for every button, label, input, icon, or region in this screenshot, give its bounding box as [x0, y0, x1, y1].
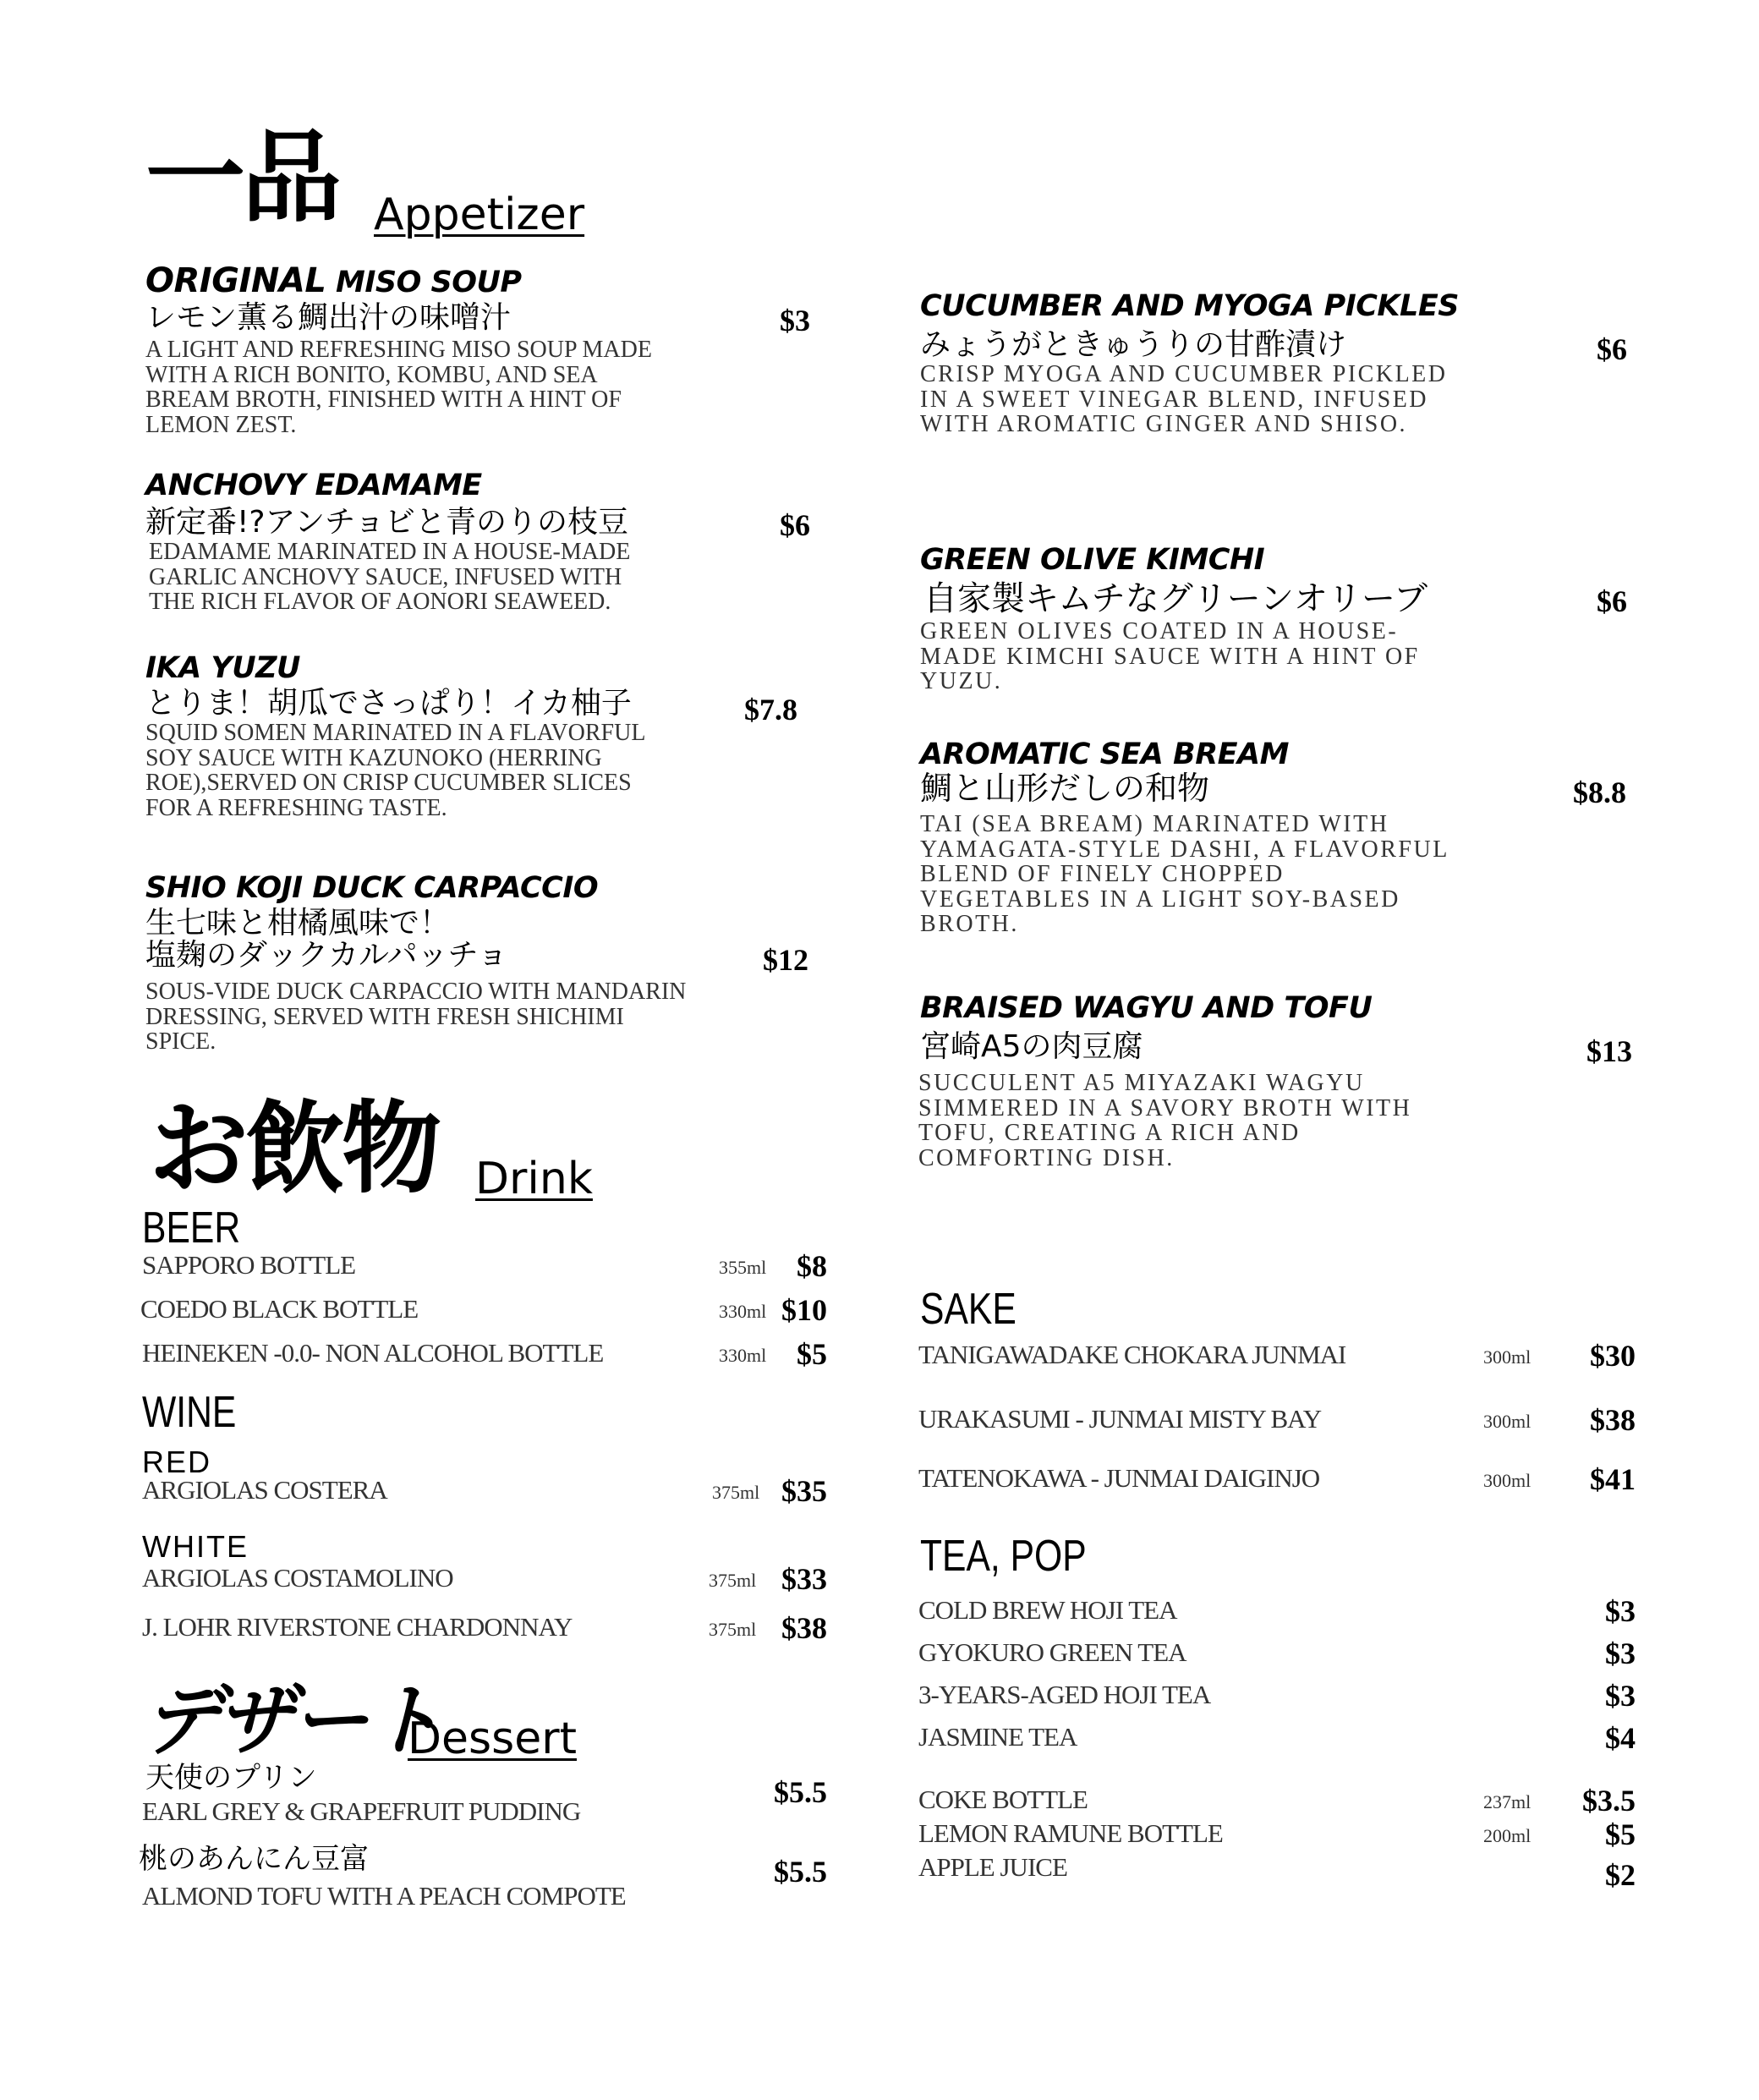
item-miso-en-rest: MISO SOUP [326, 266, 522, 299]
dessert-pudding-en: EARL GREY & GRAPEFRUIT PUDDING [142, 1796, 581, 1826]
sake-item-urakasumi: URAKASUMI - JUNMAI MISTY BAY [918, 1404, 1322, 1434]
dessert-almond-price: $5.5 [774, 1855, 827, 1889]
item-wagyu-jp: 宮崎A5の肉豆腐 [920, 1029, 1143, 1064]
sake-item-tatenokawa-vol: 300ml [1483, 1470, 1532, 1491]
beer-item-sapporo: SAPPORO BOTTLE [142, 1250, 356, 1280]
wine-item-costamolino-vol: 375ml [709, 1570, 757, 1591]
item-olive-jp: 自家製キムチなグリーンオリーブ [923, 579, 1427, 618]
item-edamame-en: ANCHOVY EDAMAME [145, 469, 482, 502]
beer-item-heineken-vol: 330ml [719, 1345, 767, 1366]
item-edamame-desc: EDAMAME MARINATED IN A HOUSE-MADE GARLIC ANCHOVY SAUCE, INFUSED WITH THE RICH FLAVOR OF AONORI SEAWEED. [149, 539, 631, 615]
wine-title: WINE [142, 1388, 237, 1437]
sake-item-tanigawadake-vol: 300ml [1483, 1346, 1532, 1368]
sake-item-tanigawadake-price: $30 [1590, 1339, 1636, 1373]
wine-item-costera: ARGIOLAS COSTERA [142, 1475, 387, 1505]
drink-header-jp: お飲物 [149, 1090, 439, 1207]
wine-red-label: RED [142, 1445, 212, 1479]
item-duck-desc: SOUS-VIDE DUCK CARPACCIO WITH MANDARIN DRESSING, SERVED WITH FRESH SHICHIMI SPICE. [145, 979, 687, 1055]
item-seabream-desc: TAI (SEA BREAM) MARINATED WITH YAMAGATA-STYLE DASHI, A FLAVORFUL BLEND OF FINELY CHOPPED VEGETABLES IN A LIGHT SOY-BASED BROTH. [920, 811, 1449, 937]
item-edamame-jp: 新定番!?アンチョビと青のりの枝豆 [145, 505, 629, 540]
item-ikayuzu-en: IKA YUZU [145, 651, 300, 685]
beer-title: BEER [142, 1204, 241, 1253]
teapop-title: TEA, POP [920, 1532, 1087, 1581]
tea-item-gyokuro-price: $3 [1605, 1637, 1636, 1670]
pop-item-ramune: LEMON RAMUNE BOTTLE [918, 1818, 1223, 1848]
sake-item-urakasumi-vol: 300ml [1483, 1411, 1532, 1432]
beer-item-heineken: HEINEKEN -0.0- NON ALCOHOL BOTTLE [142, 1338, 604, 1368]
item-miso-desc: A LIGHT AND REFRESHING MISO SOUP MADE WITH A RICH BONITO, KOMBU, AND SEA BREAM BROTH, FINISHED WITH A HINT OF LEMON ZEST. [145, 337, 652, 438]
dessert-header-en: Dessert [408, 1713, 577, 1764]
pop-item-coke: COKE BOTTLE [918, 1785, 1088, 1814]
dessert-header-jp: デザート [142, 1675, 441, 1766]
item-miso-en [145, 261, 522, 300]
beer-item-heineken-price: $5 [797, 1337, 827, 1371]
sake-item-tanigawadake: TANIGAWADAKE CHOKARA JUNMAI [918, 1340, 1346, 1369]
dessert-almond-en: ALMOND TOFU WITH A PEACH COMPOTE [142, 1881, 626, 1911]
item-olive-desc: GREEN OLIVES COATED IN A HOUSE-MADE KIMCHI SAUCE WITH A HINT OF YUZU. [920, 618, 1420, 694]
item-edamame-price: $6 [780, 508, 810, 542]
appetizer-header-en: Appetizer [374, 189, 585, 240]
pop-item-coke-price: $3.5 [1582, 1784, 1636, 1818]
tea-item-jasmine-price: $4 [1605, 1721, 1636, 1755]
tea-item-coldbrew: COLD BREW HOJI TEA [918, 1595, 1177, 1625]
item-duck-jp2: 塩麹のダックカルパッチョ [145, 938, 508, 973]
item-duck-en: SHIO KOJI DUCK CARPACCIO [145, 871, 599, 905]
wine-item-costamolino: ARGIOLAS COSTAMOLINO [142, 1563, 453, 1593]
item-ikayuzu-jp: とりま！胡瓜でさっぱり！イカ柚子 [145, 686, 632, 721]
item-ikayuzu-price: $7.8 [744, 693, 797, 727]
beer-item-coedo-vol: 330ml [719, 1301, 767, 1322]
item-miso-jp: レモン薫る鯛出汁の味噌汁 [145, 300, 512, 335]
wine-item-lohr-price: $38 [781, 1611, 827, 1645]
tea-item-jasmine: JASMINE TEA [918, 1722, 1077, 1752]
dessert-almond-jp: 桃のあんにん豆富 [139, 1842, 369, 1876]
dessert-pudding-price: $5.5 [774, 1775, 827, 1809]
dessert-pudding-jp: 天使のプリン [145, 1761, 317, 1795]
item-duck-jp: 生七味と柑橘風味で！ [145, 906, 451, 940]
pop-item-apple: APPLE JUICE [918, 1852, 1067, 1882]
sake-item-tatenokawa-price: $41 [1590, 1462, 1636, 1496]
drink-header-en: Drink [475, 1154, 593, 1204]
tea-item-aged: 3-YEARS-AGED HOJI TEA [918, 1680, 1211, 1709]
beer-item-sapporo-price: $8 [797, 1249, 827, 1283]
pop-item-ramune-vol: 200ml [1483, 1825, 1532, 1846]
sake-item-tatenokawa: TATENOKAWA - JUNMAI DAIGINJO [918, 1463, 1320, 1493]
item-olive-price: $6 [1597, 584, 1627, 618]
item-wagyu-desc: SUCCULENT A5 MIYAZAKI WAGYU SIMMERED IN A SAVORY BROTH WITH TOFU, CREATING A RICH AND COMFORTING DISH. [918, 1070, 1412, 1171]
wine-item-costera-price: $35 [781, 1474, 827, 1508]
tea-item-coldbrew-price: $3 [1605, 1594, 1636, 1628]
item-ikayuzu-desc: SQUID SOMEN MARINATED IN A FLAVORFUL SOY SAUCE WITH KAZUNOKO (HERRING ROE),SERVED ON CRISP CUCUMBER SLICES FOR A REFRESHING TASTE. [145, 720, 645, 821]
item-pickles-price: $6 [1597, 332, 1627, 366]
pop-item-apple-price: $2 [1605, 1858, 1636, 1892]
wine-item-lohr: J. LOHR RIVERSTONE CHARDONNAY [142, 1612, 573, 1642]
wine-item-lohr-vol: 375ml [709, 1619, 757, 1640]
sake-item-urakasumi-price: $38 [1590, 1403, 1636, 1437]
tea-item-gyokuro: GYOKURO GREEN TEA [918, 1637, 1186, 1667]
item-olive-en: GREEN OLIVE KIMCHI [920, 543, 1265, 577]
beer-item-coedo-price: $10 [781, 1293, 827, 1327]
item-pickles-desc: CRISP MYOGA AND CUCUMBER PICKLED IN A SWEET VINEGAR BLEND, INFUSED WITH AROMATIC GINGER AND SHISO. [920, 361, 1448, 437]
item-miso-price: $3 [780, 304, 810, 337]
tea-item-aged-price: $3 [1605, 1679, 1636, 1713]
item-miso-en-bold: ORIGINAL [145, 261, 326, 300]
wine-item-costamolino-price: $33 [781, 1562, 827, 1596]
item-wagyu-price: $13 [1586, 1034, 1632, 1068]
item-pickles-jp: みょうがときゅうりの甘酢漬け [920, 327, 1347, 362]
wine-white-label: WHITE [142, 1529, 249, 1564]
sake-title: SAKE [920, 1285, 1016, 1334]
item-pickles-en: CUCUMBER AND MYOGA PICKLES [920, 289, 1459, 323]
item-duck-price: $12 [763, 943, 808, 977]
beer-item-sapporo-vol: 355ml [719, 1257, 767, 1278]
item-wagyu-en: BRAISED WAGYU AND TOFU [920, 991, 1373, 1025]
pop-item-ramune-price: $5 [1605, 1818, 1636, 1851]
appetizer-header-jp: 一品 [145, 119, 339, 236]
beer-item-coedo: COEDO BLACK BOTTLE [140, 1294, 419, 1324]
item-seabream-jp: 鯛と山形だしの和物 [920, 770, 1210, 807]
item-seabream-en: AROMATIC SEA BREAM [920, 737, 1289, 771]
wine-item-costera-vol: 375ml [712, 1482, 760, 1503]
item-seabream-price: $8.8 [1573, 776, 1626, 809]
pop-item-coke-vol: 237ml [1483, 1791, 1532, 1812]
